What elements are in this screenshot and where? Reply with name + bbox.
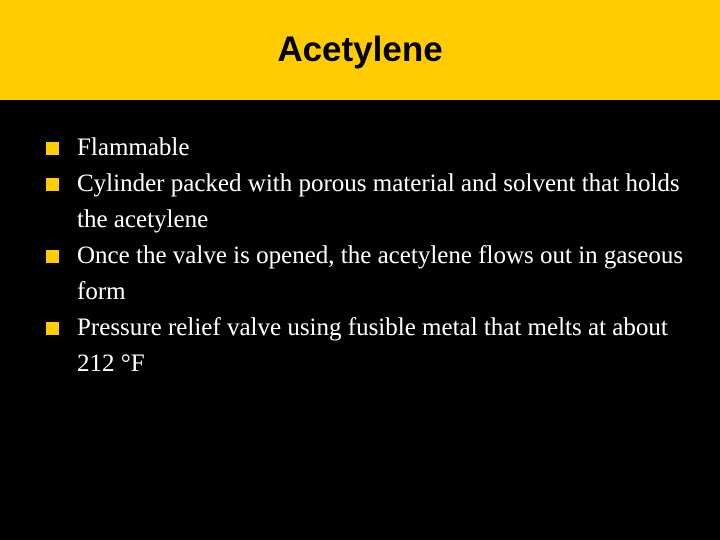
bullet-text: Cylinder packed with porous material and solvent that holds the acetylene (77, 170, 680, 233)
bullet-text: Pressure relief valve using fusible metal that melts at about 212 °F (77, 314, 668, 377)
bullet-list (46, 130, 686, 382)
title-bar (0, 0, 720, 100)
square-bullet-icon (46, 322, 59, 335)
slide-title: Acetylene (277, 30, 443, 69)
square-bullet-icon (46, 178, 59, 191)
bullet-item (46, 310, 686, 382)
bullet-text: Flammable (77, 134, 190, 161)
square-bullet-icon (46, 142, 59, 155)
bullet-item (46, 166, 686, 238)
square-bullet-icon (46, 250, 59, 263)
bullet-text: Once the valve is opened, the acetylene flows out in gaseous form (77, 242, 684, 305)
bullet-item (46, 130, 686, 166)
bullet-item (46, 238, 686, 310)
